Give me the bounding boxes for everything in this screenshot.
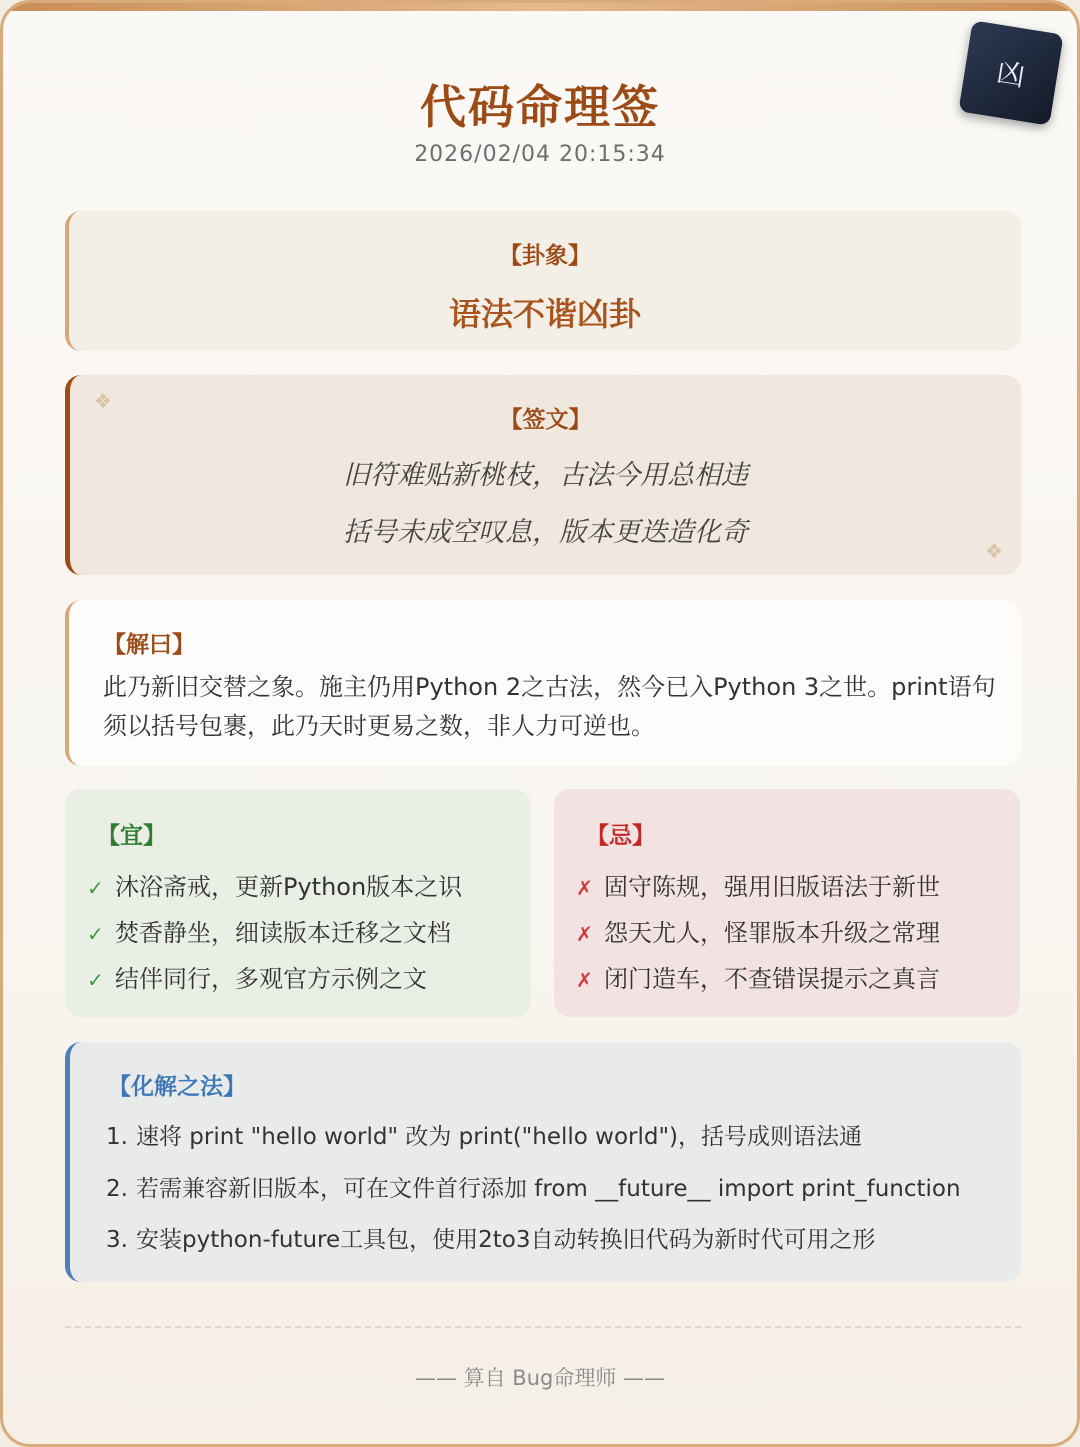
huajie-step bbox=[106, 1170, 961, 1203]
yi-item bbox=[87, 959, 427, 994]
ji-item-text: 闭门造车，不查错误提示之真言 bbox=[604, 965, 940, 993]
huajie-step bbox=[106, 1221, 875, 1254]
qianwen-line: 旧符难贴新桃枝，古法今用总相违 bbox=[343, 460, 748, 491]
ji-item bbox=[576, 867, 940, 902]
jieyue-label: 【解曰】 bbox=[103, 632, 195, 658]
check-icon: ✓ bbox=[87, 876, 104, 900]
jieyue-section bbox=[65, 600, 1021, 766]
cross-icon: ✗ bbox=[576, 922, 593, 946]
footer-signature: —— 算自 Bug命理师 —— bbox=[414, 1366, 666, 1390]
guaxiang-value: 语法不谐凶卦 bbox=[448, 295, 641, 333]
step-number: 3. bbox=[106, 1227, 128, 1253]
top-accent-strip bbox=[3, 3, 1077, 11]
page-title: 代码命理签 bbox=[420, 80, 660, 134]
guaxiang-section bbox=[65, 211, 1021, 351]
yi-item-text: 结伴同行，多观官方示例之文 bbox=[115, 965, 427, 993]
yi-section bbox=[65, 789, 531, 1017]
ji-item-text: 怨天尤人，怪罪版本升级之常理 bbox=[604, 919, 940, 947]
seal-glyph: 凶 bbox=[994, 55, 1028, 93]
ji-label: 【忌】 bbox=[586, 823, 655, 849]
check-icon: ✓ bbox=[87, 922, 104, 946]
jieyue-text: 此乃新旧交替之象。施主仍用Python 2之古法，然今已入Python 3之世。print语句须以括号包裹，此乃天时更易之数，非人力可逆也。 bbox=[103, 673, 996, 740]
footer-divider bbox=[65, 1326, 1021, 1328]
cross-icon: ✗ bbox=[576, 968, 593, 992]
qianwen-line: 括号未成空叹息，版本更迭造化奇 bbox=[343, 517, 748, 548]
yi-item bbox=[87, 867, 462, 902]
huajie-section bbox=[65, 1042, 1021, 1282]
yi-item bbox=[87, 913, 451, 948]
diamond-ornament-icon: ❖ bbox=[94, 389, 112, 413]
huajie-label: 【化解之法】 bbox=[108, 1074, 246, 1100]
step-text: 速将 print "hello world" 改为 print("hello world")，括号成则语法通 bbox=[136, 1124, 863, 1150]
ji-section bbox=[554, 789, 1020, 1017]
ji-item-text: 固守陈规，强用旧版语法于新世 bbox=[604, 873, 940, 901]
qianwen-section bbox=[65, 375, 1021, 575]
timestamp: 2026/02/04 20:15:34 bbox=[414, 142, 666, 167]
qianwen-label: 【签文】 bbox=[499, 407, 592, 433]
yi-item-text: 沐浴斋戒，更新Python版本之识 bbox=[115, 873, 463, 901]
ji-item bbox=[576, 959, 940, 994]
cross-icon: ✗ bbox=[576, 876, 593, 900]
yi-item-text: 焚香静坐，细读版本迁移之文档 bbox=[115, 919, 451, 947]
step-text: 安装python-future工具包，使用2to3自动转换旧代码为新时代可用之形 bbox=[136, 1227, 876, 1253]
step-number: 2. bbox=[106, 1176, 128, 1202]
guaxiang-label: 【卦象】 bbox=[499, 243, 591, 269]
ji-item bbox=[576, 913, 940, 948]
check-icon: ✓ bbox=[87, 968, 104, 992]
diamond-ornament-icon: ❖ bbox=[985, 539, 1003, 563]
step-number: 1. bbox=[106, 1124, 128, 1150]
step-text: 若需兼容新旧版本，可在文件首行添加 from __future__ import print_function bbox=[136, 1176, 961, 1202]
yi-label: 【宜】 bbox=[97, 823, 166, 849]
huajie-step bbox=[106, 1118, 862, 1151]
